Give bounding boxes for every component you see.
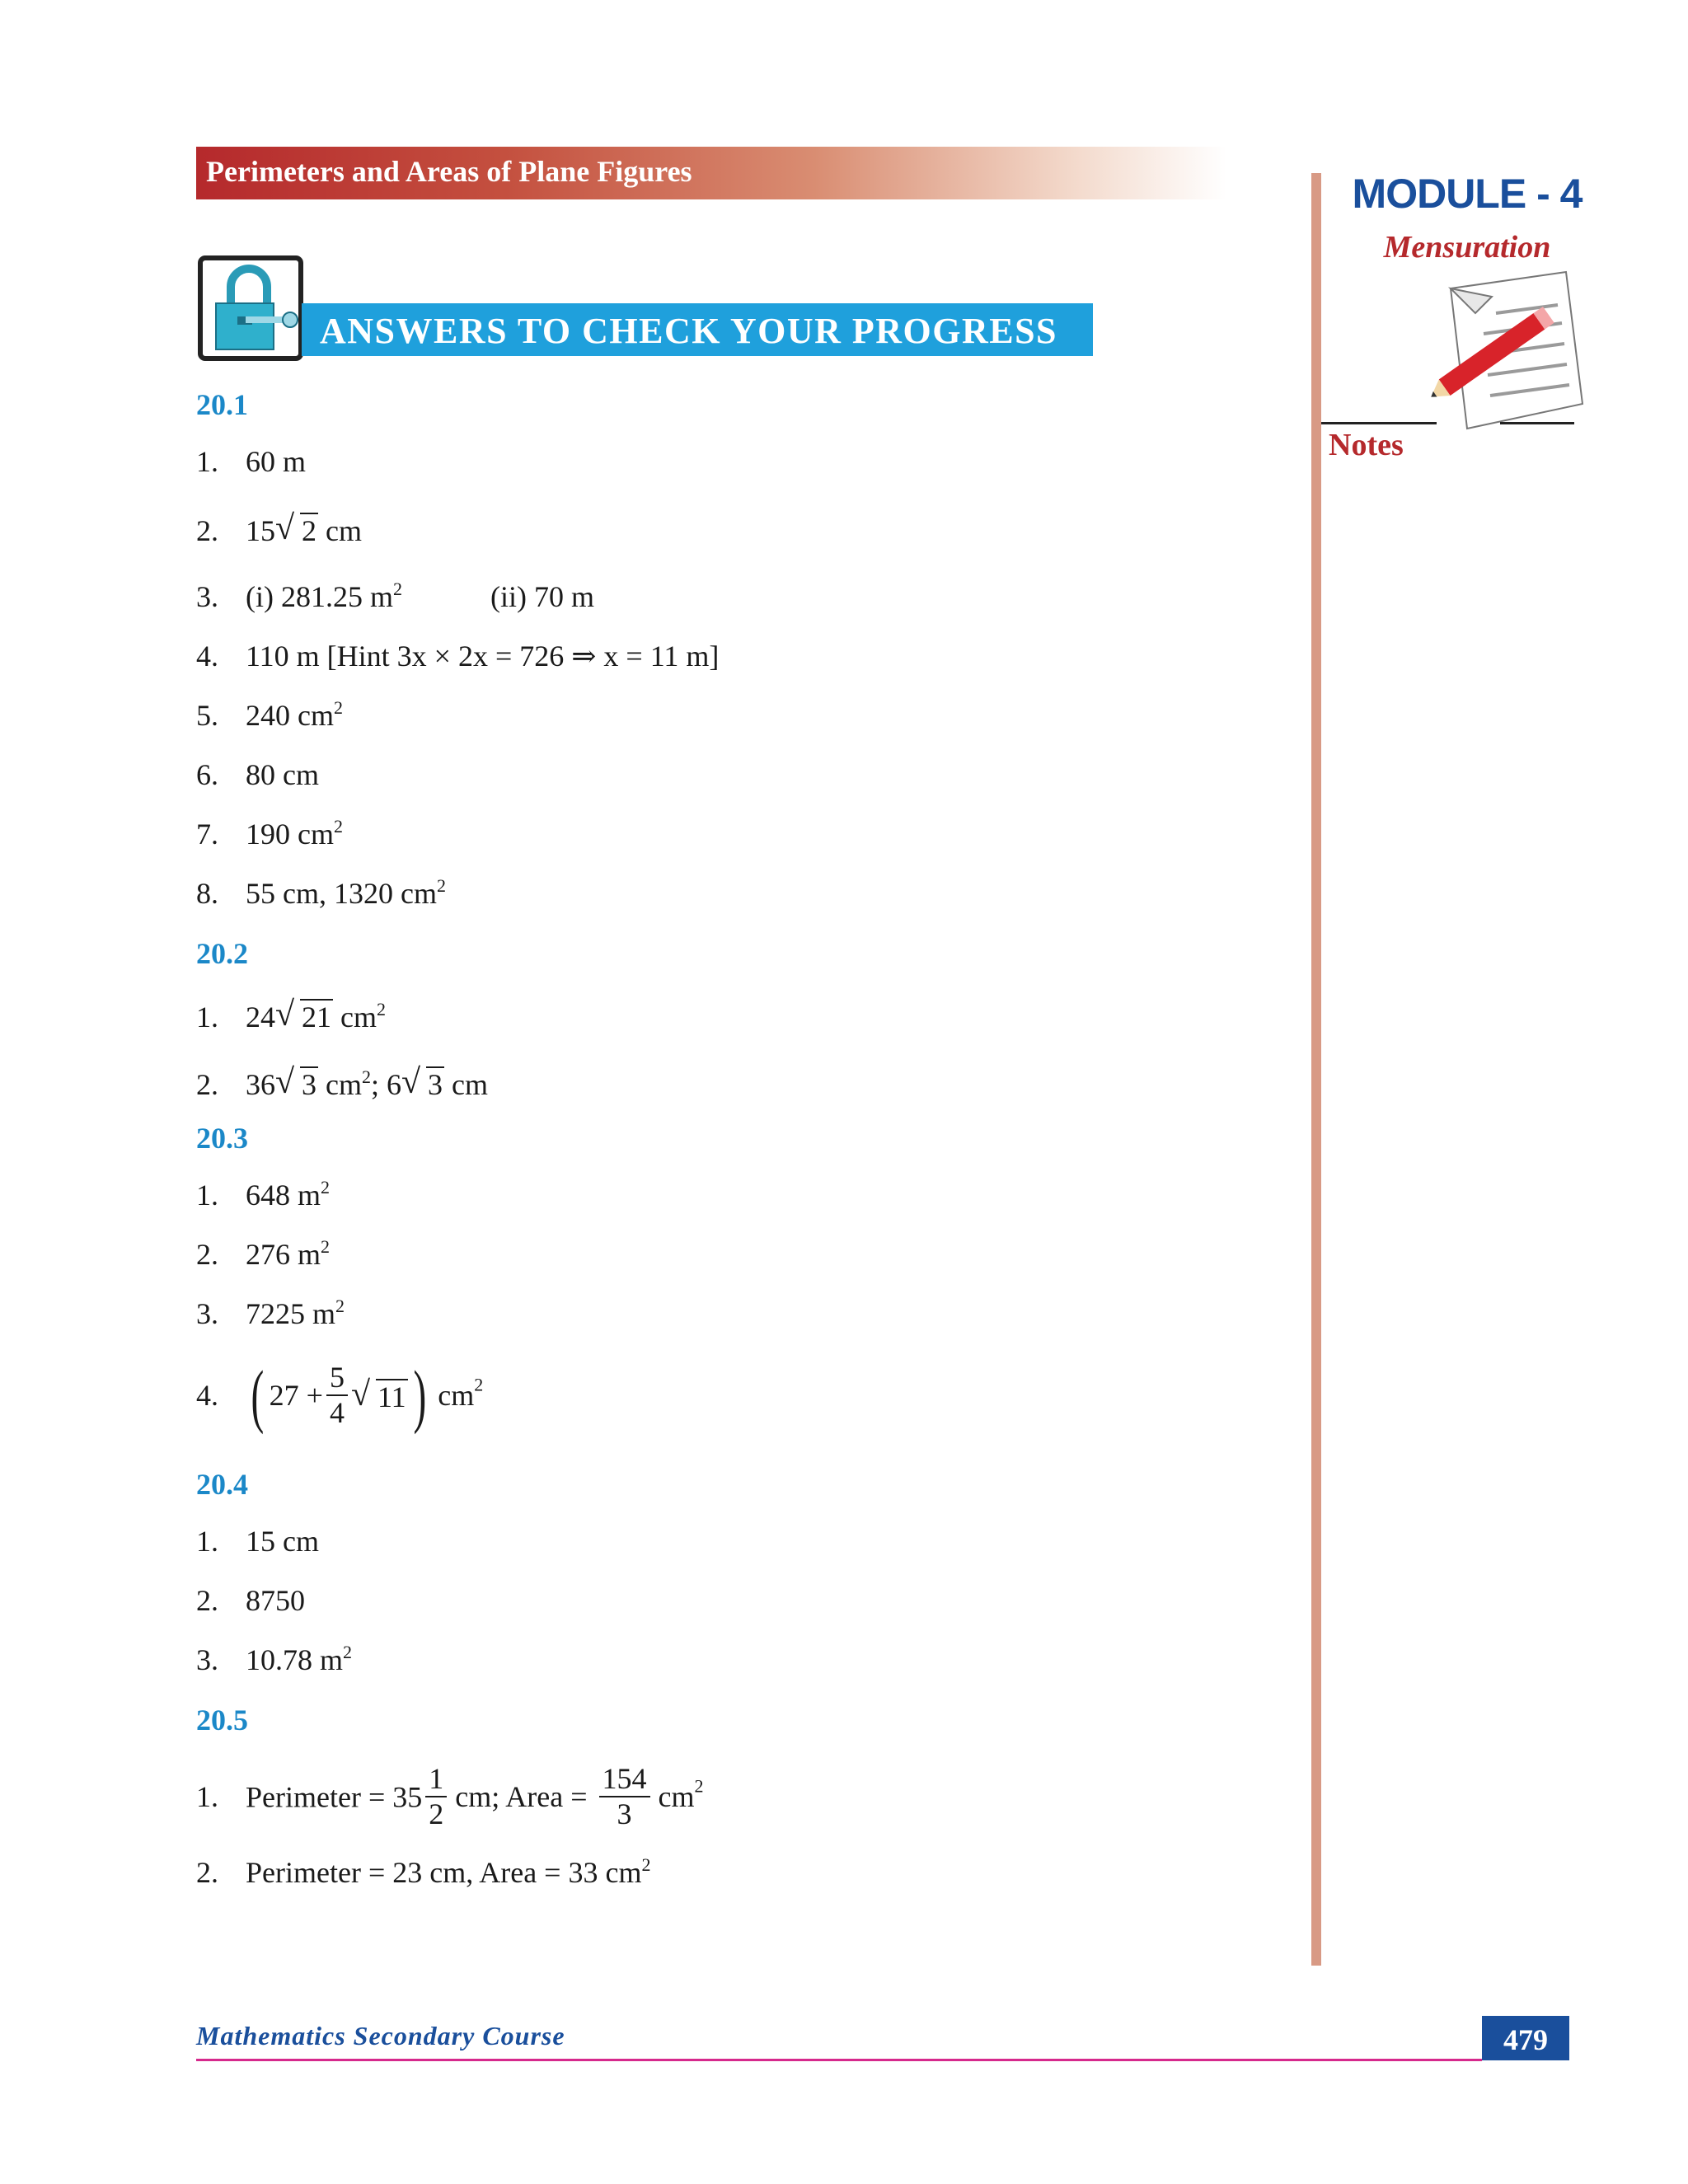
answer-item bbox=[196, 1642, 353, 1676]
answer-text: 24 bbox=[246, 1001, 275, 1033]
numerator: 154 bbox=[599, 1762, 650, 1797]
answer-text: Perimeter = 23 cm, Area = 33 cm bbox=[246, 1856, 642, 1889]
page-number: 479 bbox=[1503, 2023, 1548, 2056]
answer-item bbox=[196, 1066, 488, 1099]
denominator: 3 bbox=[617, 1797, 632, 1831]
answer-text-secondary: (ii) 70 m bbox=[490, 580, 594, 613]
answer-item bbox=[196, 1854, 651, 1889]
denominator: 4 bbox=[329, 1396, 345, 1429]
answer-item bbox=[196, 641, 719, 671]
answer-text: 15 cm bbox=[246, 1525, 319, 1558]
section-heading: 20.3 bbox=[196, 1122, 248, 1155]
footer-title: Mathematics Secondary Course bbox=[196, 2021, 565, 2050]
notes-label: Notes bbox=[1329, 428, 1404, 462]
item-number: 1. bbox=[196, 1780, 218, 1814]
section-heading: 20.4 bbox=[196, 1468, 248, 1501]
left-paren: ( bbox=[251, 1356, 265, 1435]
notes-pencil-icon bbox=[1418, 264, 1591, 445]
section-heading: 20.5 bbox=[196, 1704, 248, 1736]
answer-item bbox=[196, 1236, 331, 1271]
item-number: 3. bbox=[196, 1643, 218, 1676]
answer-item bbox=[196, 513, 362, 546]
fraction bbox=[425, 1762, 447, 1832]
page-number-box bbox=[1482, 2016, 1569, 2060]
square-root bbox=[351, 1379, 408, 1412]
item-number: 1. bbox=[196, 1001, 218, 1033]
item-number: 2. bbox=[196, 1856, 218, 1889]
answer-unit: cm bbox=[318, 1068, 362, 1101]
answer-item bbox=[196, 579, 402, 613]
item-number: 1. bbox=[196, 445, 218, 478]
answer-item bbox=[196, 1177, 331, 1212]
superscript: 2 bbox=[343, 1642, 353, 1662]
item-number: 5. bbox=[196, 699, 218, 732]
item-number: 8. bbox=[196, 877, 218, 910]
lock-icon bbox=[198, 255, 303, 361]
answer-text: ; 6 bbox=[370, 1068, 401, 1101]
radicand: 3 bbox=[428, 1068, 443, 1101]
item-number: 4. bbox=[196, 1379, 218, 1412]
module-title: MODULE - 4 bbox=[1352, 171, 1582, 217]
square-root bbox=[275, 513, 318, 546]
footer-rule bbox=[196, 2059, 1482, 2061]
item-number: 3. bbox=[196, 580, 218, 613]
answer-text: 7225 m bbox=[246, 1297, 336, 1330]
answer-item bbox=[196, 697, 343, 732]
module-subject: Mensuration bbox=[1383, 230, 1551, 265]
section-heading: 20.2 bbox=[196, 937, 248, 970]
numerator: 5 bbox=[326, 1361, 348, 1396]
radicand: 3 bbox=[302, 1068, 316, 1101]
answer-item bbox=[196, 816, 343, 851]
chapter-title: Perimeters and Areas of Plane Figures bbox=[206, 155, 692, 188]
right-paren: ) bbox=[413, 1356, 426, 1435]
superscript: 2 bbox=[333, 816, 343, 837]
notes-rule-right bbox=[1500, 422, 1574, 424]
superscript: 2 bbox=[392, 579, 402, 599]
square-root bbox=[401, 1066, 444, 1099]
answer-item bbox=[196, 1762, 703, 1832]
answer-item bbox=[196, 447, 306, 476]
answer-text: Perimeter = 35 bbox=[246, 1780, 423, 1814]
superscript: 2 bbox=[436, 875, 446, 896]
answer-unit: cm bbox=[444, 1068, 488, 1101]
square-root bbox=[275, 999, 333, 1032]
fraction bbox=[599, 1762, 650, 1832]
answer-unit: cm bbox=[438, 1379, 475, 1412]
item-number: 1. bbox=[196, 1525, 218, 1558]
square-root bbox=[275, 1066, 318, 1099]
answer-item bbox=[196, 1526, 319, 1556]
item-number: 4. bbox=[196, 640, 218, 673]
chapter-header-bar bbox=[196, 147, 1226, 199]
item-number: 7. bbox=[196, 818, 218, 851]
answer-text: 27 + bbox=[269, 1379, 323, 1412]
superscript: 2 bbox=[376, 999, 386, 1019]
answer-text: 240 cm bbox=[246, 699, 334, 732]
answer-text: 276 m bbox=[246, 1238, 321, 1271]
answer-item bbox=[196, 1296, 345, 1330]
answer-text: 36 bbox=[246, 1068, 275, 1101]
answer-item bbox=[196, 760, 319, 790]
superscript: 2 bbox=[333, 697, 343, 718]
radicand: 21 bbox=[302, 1001, 331, 1033]
answer-unit: cm bbox=[333, 1001, 377, 1033]
answer-text: 10.78 m bbox=[246, 1643, 344, 1676]
item-number: 2. bbox=[196, 1584, 218, 1617]
item-number: 2. bbox=[196, 1238, 218, 1271]
denominator: 2 bbox=[429, 1797, 444, 1831]
fraction bbox=[326, 1361, 348, 1431]
notes-rule-left bbox=[1321, 422, 1437, 424]
item-number: 3. bbox=[196, 1297, 218, 1330]
answer-item bbox=[196, 1586, 305, 1615]
superscript: 2 bbox=[321, 1177, 331, 1197]
item-number: 2. bbox=[196, 514, 218, 547]
numerator: 1 bbox=[425, 1762, 447, 1797]
answer-item bbox=[196, 875, 446, 910]
side-rule bbox=[1311, 173, 1321, 1966]
answers-title: ANSWERS TO CHECK YOUR PROGRESS bbox=[320, 311, 1058, 351]
superscript: 2 bbox=[335, 1296, 345, 1316]
superscript: 2 bbox=[361, 1066, 371, 1087]
superscript: 2 bbox=[641, 1854, 651, 1875]
answer-item bbox=[196, 1356, 484, 1435]
answer-text: cm; Area = bbox=[455, 1780, 588, 1814]
answer-item bbox=[196, 999, 386, 1032]
answer-text: 648 m bbox=[246, 1179, 321, 1212]
superscript: 2 bbox=[321, 1236, 331, 1257]
item-number: 1. bbox=[196, 1179, 218, 1212]
answer-text: 8750 bbox=[246, 1584, 305, 1617]
answer-text: 15 bbox=[246, 514, 275, 547]
answer-text: 110 m [Hint 3x × 2x = 726 ⇒ x = 11 m] bbox=[246, 640, 720, 673]
answer-unit: cm bbox=[658, 1780, 695, 1814]
radicand: 11 bbox=[377, 1380, 406, 1413]
answers-banner bbox=[302, 303, 1093, 356]
answer-text: 60 m bbox=[246, 445, 307, 478]
item-number: 2. bbox=[196, 1068, 218, 1101]
answer-unit: cm bbox=[318, 514, 362, 547]
superscript: 2 bbox=[474, 1374, 484, 1395]
section-heading: 20.1 bbox=[196, 388, 248, 421]
radicand: 2 bbox=[302, 514, 316, 547]
answer-text: (i) 281.25 m bbox=[246, 580, 393, 613]
answer-text: 55 cm, 1320 cm bbox=[246, 877, 437, 910]
item-number: 6. bbox=[196, 758, 218, 791]
answer-text: 190 cm bbox=[246, 818, 334, 851]
answer-text: 80 cm bbox=[246, 758, 319, 791]
superscript: 2 bbox=[694, 1775, 704, 1797]
